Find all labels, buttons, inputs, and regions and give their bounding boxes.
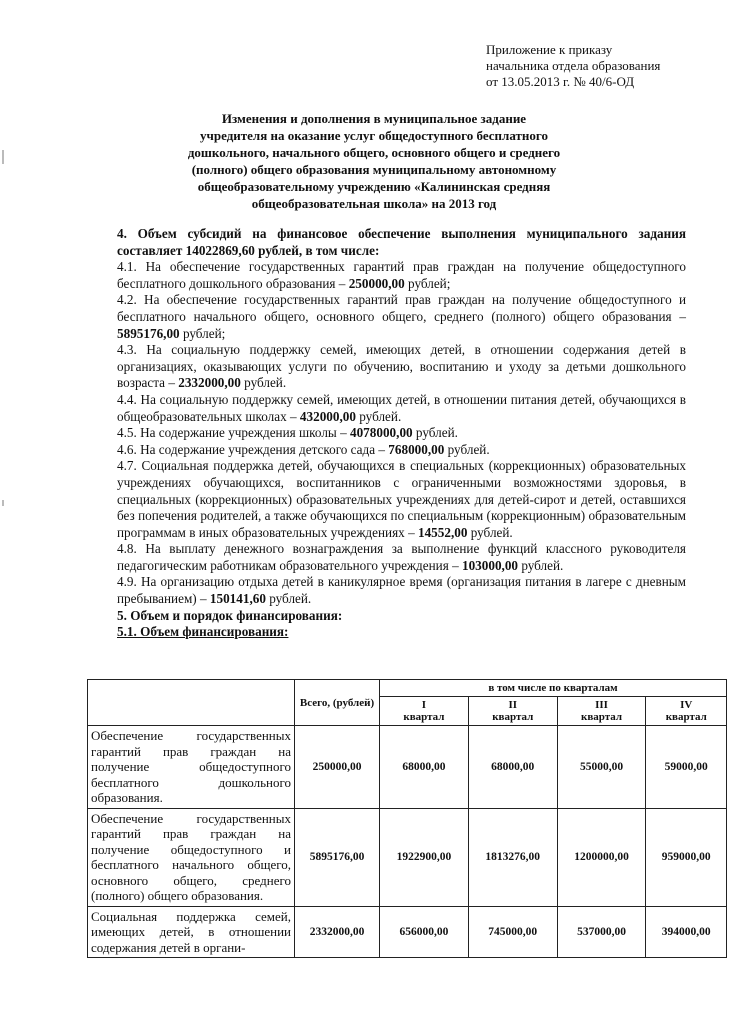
table-cell-q4: 59000,00 bbox=[646, 726, 727, 809]
list-item: 4.7. Социальная поддержка детей, обучающихся в специальных (коррекционных) образовательных учреждениях обучающихся, воспитанников с ограниченными возможностями здоровья, в специальных (коррекционных) образовательных учреждениях для детей-сирот и детей, оставшихся без попечения родителей, а также обучающихся по специальным (коррекционным) образовательным программам в иных образовательных учреждениях – 14552,00 рублей. bbox=[117, 458, 686, 540]
title-line: (полного) общего образования муниципальному автономному bbox=[191, 162, 557, 177]
title-line: учредителя на оказание услуг общедоступного бесплатного bbox=[200, 128, 548, 143]
table-cell-q1: 1922900,00 bbox=[380, 808, 469, 906]
amount: 5895176,00 bbox=[117, 325, 180, 341]
table-cell-total: 5895176,00 bbox=[295, 808, 380, 906]
title-line: дошкольного, начального общего, основного общего и среднего bbox=[187, 145, 561, 160]
table-row bbox=[88, 808, 727, 906]
financing-table-wrapper bbox=[87, 679, 727, 958]
amount: 250000,00 bbox=[348, 275, 405, 291]
amount: 768000,00 bbox=[388, 441, 445, 457]
table-header-quarters: в том числе по кварталам bbox=[380, 680, 727, 697]
amount: 14552,00 bbox=[417, 524, 468, 540]
table-header-quarter: I квартал bbox=[380, 697, 469, 726]
table-cell-q2: 68000,00 bbox=[468, 726, 557, 809]
table-cell-q2: 745000,00 bbox=[468, 906, 557, 958]
list-item: 4.2. На обеспечение государственных гарантий прав граждан на получение общедоступного и бесплатного начального общего, основного общего, среднего (полного) общего образования – 5895176,00 рублей; bbox=[117, 292, 686, 341]
title-line: общеобразовательная школа» на 2013 год bbox=[251, 196, 497, 211]
list-item: 4.9. На организацию отдыха детей в каникулярное время (организация питания в лагере с дневным пребыванием) – 150141,60 рублей. bbox=[117, 574, 686, 607]
list-item: 4.5. На содержание учреждения школы – 4078000,00 рублей. bbox=[117, 425, 458, 441]
amount: 432000,00 bbox=[299, 408, 356, 424]
table-cell-q2: 1813276,00 bbox=[468, 808, 557, 906]
table-cell-q1: 68000,00 bbox=[380, 726, 469, 809]
section-5-heading: 5. Объем и порядок финансирования: bbox=[117, 607, 343, 623]
table-header-quarter: III квартал bbox=[557, 697, 646, 726]
title-line: Изменения и дополнения в муниципальное задание bbox=[221, 111, 527, 126]
title-line: общеобразовательному учреждению «Калининская средняя bbox=[197, 179, 551, 194]
table-cell-q3: 55000,00 bbox=[557, 726, 646, 809]
amount: 150141,60 bbox=[209, 591, 266, 607]
list-item: 4.3. На социальную поддержку семей, имеющих детей, в отношении содержания детей в организациях, оказывающих услуги по обучению, воспитанию и уходу за детьми дошкольного возраста – 2332000,00 рублей. bbox=[117, 342, 686, 391]
header-line: от 13.05.2013 г. № 40/6-ОД bbox=[486, 74, 635, 89]
amount: 103000,00 bbox=[461, 557, 519, 573]
table-cell-name: Социальная поддержка семей, имеющих детей, в отношении содержания детей в органи- bbox=[88, 906, 295, 958]
amount: 4078000,00 bbox=[349, 425, 413, 441]
table-cell-q3: 537000,00 bbox=[557, 906, 646, 958]
section-4-heading: 4. Объем субсидий на финансовое обеспечение выполнения муниципального задания составляет 14022869,60 рублей, в том числе: bbox=[117, 226, 686, 258]
scan-edge-mark bbox=[2, 500, 4, 506]
table-cell-name: Обеспечение государственных гарантий прав граждан на получение общедоступного бесплатного дошкольного образования. bbox=[88, 726, 295, 809]
amount: 2332000,00 bbox=[178, 375, 241, 391]
table-cell-name: Обеспечение государственных гарантий прав граждан на получение общедоступного и бесплатного начального общего, основного общего, среднего (полного) общего образования. bbox=[88, 808, 295, 906]
document-body bbox=[117, 226, 686, 641]
table-cell-q1: 656000,00 bbox=[380, 906, 469, 958]
list-item: 4.8. На выплату денежного вознаграждения за выполнение функций классного руководителя педагогическим работникам образовательного учреждения – 103000,00 рублей. bbox=[117, 541, 686, 573]
header-line: Приложение к приказу bbox=[486, 42, 613, 57]
table-row bbox=[88, 726, 727, 809]
financing-table bbox=[87, 679, 727, 958]
table-cell-q4: 959000,00 bbox=[646, 808, 727, 906]
header-line: начальника отдела образования bbox=[486, 58, 661, 73]
document-title bbox=[100, 110, 648, 212]
table-header-quarter: IV квартал bbox=[646, 697, 727, 726]
list-item: 4.1. На обеспечение государственных гарантий прав граждан на получение общедоступного бесплатного дошкольного образования – 250000,00 рублей; bbox=[117, 259, 686, 291]
document-header bbox=[486, 42, 736, 90]
table-row bbox=[88, 906, 727, 958]
table-header-cell-empty bbox=[88, 680, 295, 726]
table-cell-total: 2332000,00 bbox=[295, 906, 380, 958]
table-header-quarter: II квартал bbox=[468, 697, 557, 726]
table-cell-total: 250000,00 bbox=[295, 726, 380, 809]
table-cell-q3: 1200000,00 bbox=[557, 808, 646, 906]
table-header-total: Всего, (рублей) bbox=[295, 680, 380, 726]
section-5-1-subheading: 5.1. Объем финансирования: bbox=[117, 624, 289, 640]
scan-edge-mark bbox=[2, 150, 4, 164]
table-header-row bbox=[88, 680, 727, 697]
table-cell-q4: 394000,00 bbox=[646, 906, 727, 958]
list-item: 4.6. На содержание учреждения детского сада – 768000,00 рублей. bbox=[117, 441, 490, 457]
list-item: 4.4. На социальную поддержку семей, имеющих детей, в отношении питания детей, обучающихся в общеобразовательных школах – 432000,00 рублей. bbox=[117, 391, 686, 424]
